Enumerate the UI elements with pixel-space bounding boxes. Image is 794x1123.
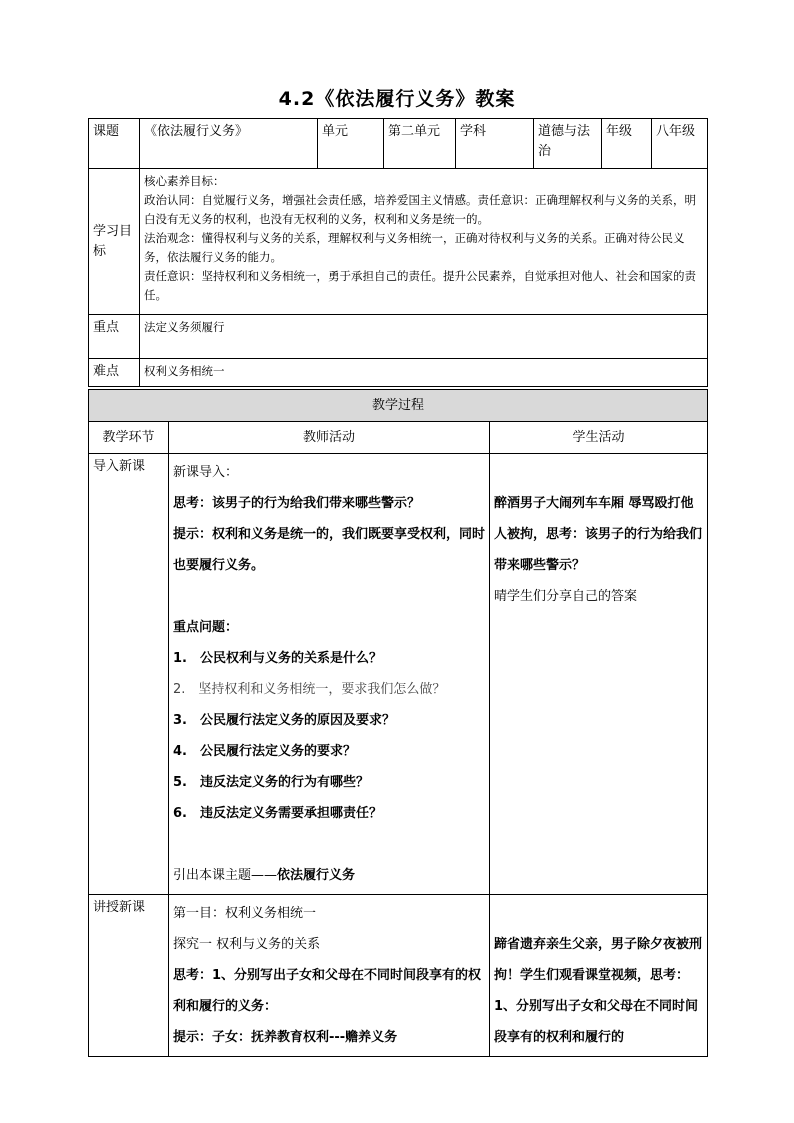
teaching-teacher [169, 895, 490, 1057]
column-header-row [89, 422, 708, 454]
goals-label: 学习目标 [89, 169, 140, 315]
goals-row [89, 169, 708, 315]
intro-hint: 提示：权利和义务是统一的，我们既要享受权利，同时也要履行义务。 [173, 527, 486, 573]
subject-value: 道德与法治 [534, 119, 602, 169]
question-item: 3. 公民履行法定义务的原因及要求？ [173, 713, 395, 728]
intro-teacher [169, 454, 490, 895]
column-stage: 教学环节 [89, 422, 169, 454]
column-teacher: 教师活动 [169, 422, 490, 454]
lesson-plan-table [88, 118, 708, 387]
goals-line: 核心素养目标： [144, 174, 225, 188]
intro-row [89, 454, 708, 895]
goals-line: 法治观念：懂得权利与义务的关系，理解权利与义务相统一，正确对待权利与义务的关系。正确对待公民义务，依法履行义务的能力。 [144, 231, 685, 264]
goals-content [140, 169, 708, 315]
key-row [89, 315, 708, 359]
lesson-label: 课题 [89, 119, 140, 169]
difficulty-row [89, 359, 708, 387]
intro-student [490, 454, 708, 895]
intro-text: 新课导入： [173, 465, 239, 480]
process-header-row [89, 390, 708, 422]
page-title: 4.2《依法履行义务》教案 [278, 88, 516, 110]
unit-label: 单元 [318, 119, 384, 169]
lead-topic: 依法履行义务 [277, 868, 356, 883]
goals-line: 政治认同：自觉履行义务，增强社会责任感，培养爱国主义情感。责任意识：正确理解权利与义务的关系，明白没有无义务的权利，也没有无权利的义务，权利和义务是统一的。 [144, 193, 696, 226]
column-student: 学生活动 [490, 422, 708, 454]
question-item: 5. 违反法定义务的行为有哪些？ [173, 775, 369, 790]
key-value: 法定义务须履行 [140, 315, 708, 359]
question-item: 2. 坚持权利和义务相统一，要求我们怎么做？ [173, 682, 446, 697]
intro-think: 思考：该男子的行为给我们带来哪些警示？ [173, 496, 421, 511]
process-header: 教学过程 [89, 390, 708, 422]
grade-value: 八年级 [652, 119, 708, 169]
question-item: 6. 违反法定义务需要承担哪责任？ [173, 806, 382, 821]
teaching-stage: 讲授新课 [89, 895, 169, 1057]
unit-value: 第二单元 [384, 119, 456, 169]
process-table [88, 389, 708, 1057]
lesson-value: 《依法履行义务》 [140, 119, 318, 169]
difficulty-label: 难点 [89, 359, 140, 387]
header-row [89, 119, 708, 169]
student-share: 晴学生们分享自己的答案 [494, 589, 638, 604]
teaching-hint: 提示：子女：抚养教育权利---赡养义务 [173, 1030, 398, 1045]
lead-prefix: 引出本课主题—— [173, 868, 278, 883]
subject-label: 学科 [456, 119, 534, 169]
teaching-row [89, 895, 708, 1057]
teaching-explore: 探究一 权利与义务的关系 [173, 937, 321, 952]
grade-label: 年级 [602, 119, 652, 169]
goals-line: 责任意识：坚持权利和义务相统一，勇于承担自己的责任。提升公民素养，自觉承担对他人、社会和国家的责任。 [144, 269, 696, 302]
question-item: 1. 公民权利与义务的关系是什么？ [173, 651, 382, 666]
question-item: 4. 公民履行法定义务的要求？ [173, 744, 356, 759]
teaching-student [490, 895, 708, 1057]
teaching-think: 思考：1、分别写出子女和父母在不同时间段享有的权利和履行的义务： [173, 968, 482, 1014]
teaching-item: 第一目：权利义务相统一 [173, 906, 317, 921]
key-questions-label: 重点问题： [173, 620, 239, 635]
student-activity: 醉酒男子大闹列车车厢 辱骂殴打他人被拘，思考：该男子的行为给我们带来哪些警示？ [494, 496, 703, 573]
lead-line [173, 860, 485, 891]
intro-stage: 导入新课 [89, 454, 169, 895]
difficulty-value: 权利义务相统一 [140, 359, 708, 387]
teaching-student-activity: 蹄省遗弃亲生父亲，男子除夕夜被刑拘！学生们观看课堂视频，思考：1、分别写出子女和父母在不同时间段享有的权利和履行的 [494, 937, 703, 1045]
key-label: 重点 [89, 315, 140, 359]
